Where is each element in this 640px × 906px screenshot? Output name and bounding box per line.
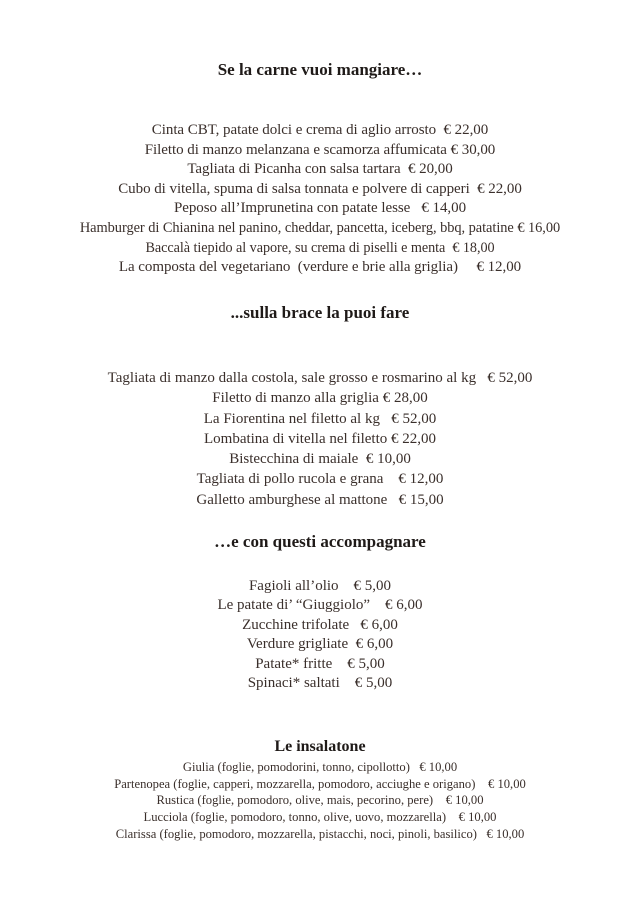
menu-item: Verdure grigliate € 6,00 [246,636,394,653]
menu-item: Filetto di manzo alla griglia € 28,00 [212,390,428,407]
section-title-insalatone: Le insalatone [274,738,366,755]
price: € 6,00 [360,616,398,633]
price: € 14,00 [421,200,467,217]
price: € 5,00 [354,675,393,692]
menu-item: Lombatina di vitella nel filetto € 22,00 [203,430,437,447]
menu-item: Zucchine trifolate € 6,00 [242,616,398,633]
menu-item: Filetto di manzo melanzana e scamorza affumicata € 30,00 [144,141,496,158]
price: € 52,00 [487,370,533,386]
price: € 30,00 [450,141,496,158]
price: € 5,00 [347,655,385,672]
section-title-carne: Se la carne vuoi mangiare… [217,60,423,79]
menu-item: Hamburger di Chianina nel panino, cheddar, pancetta, iceberg, bbq, patatine € 16,00 [79,219,561,236]
price: € 22,00 [443,122,489,138]
section-title-brace: ...sulla brace la puoi fare [230,303,410,322]
price: € 28,00 [382,390,428,407]
menu-item: Patate* fritte € 5,00 [255,655,385,672]
menu-item: Tagliata di Picanha con salsa tartara € 20,00 [187,161,453,178]
menu-item: Tagliata di pollo rucola e grana € 12,00 [196,471,444,488]
brace-list [0,368,640,510]
menu-item: Fagioli all’olio € 5,00 [248,578,392,594]
menu-item: Galletto amburghese al mattone € 15,00 [196,491,444,508]
price: € 5,00 [353,578,392,594]
price: € 15,00 [398,491,444,508]
price: € 52,00 [391,410,437,427]
menu-item: Cubo di vitella, spuma di salsa tonnata e polvere di capperi € 22,00 [118,180,522,197]
menu-item: La Fiorentina nel filetto al kg € 52,00 [203,410,437,427]
menu-item: Rustica (foglie, pomodoro, olive, mais, pecorino, pere) € 10,00 [156,793,484,808]
price: € 12,00 [398,471,444,488]
menu-item: Peposo all’Imprunetina con patate lesse € 14,00 [173,200,467,217]
menu-item: Lucciola (foglie, pomodoro, tonno, olive, uovo, mozzarella) € 10,00 [143,810,497,825]
menu-item: Spinaci* saltati € 5,00 [247,675,393,692]
price: € 6,00 [355,636,394,653]
price: € 18,00 [452,239,495,256]
section-title-contorni: …e con questi accompagnare [214,532,426,551]
price: € 10,00 [458,810,497,825]
price: € 12,00 [476,259,522,276]
insalatone-list [0,759,640,843]
price: € 10,00 [365,451,411,468]
price: € 22,00 [477,180,522,197]
menu-item: Giulia (foglie, pomodorini, tonno, cipollotto) € 10,00 [182,760,458,774]
menu-item: Clarissa (foglie, pomodoro, mozzarella, pistacchi, noci, pinoli, basilico) € 10,00 [115,826,525,841]
carne-list [0,121,640,278]
price: € 16,00 [517,219,561,236]
menu-item: La composta del vegetariano (verdure e brie alla griglia) € 12,00 [118,259,522,276]
price: € 6,00 [385,597,423,614]
price: € 22,00 [391,430,437,447]
price: € 10,00 [488,776,526,791]
menu-item: Le patate di’ “Giuggiolo” € 6,00 [217,597,423,614]
menu-item: Partenopea (foglie, capperi, mozzarella, pomodoro, acciughe e origano) € 10,00 [114,776,526,791]
menu-item: Tagliata di manzo dalla costola, sale grosso e rosmarino al kg € 52,00 [107,370,533,386]
price: € 10,00 [445,793,484,808]
menu-item: Cinta CBT, patate dolci e crema di aglio arrosto € 22,00 [151,122,489,138]
price: € 10,00 [419,760,458,774]
price: € 20,00 [408,161,453,178]
menu-item: Baccalà tiepido al vapore, su crema di piselli e menta € 18,00 [145,239,495,256]
contorni-list [0,577,640,693]
price: € 10,00 [486,826,525,841]
menu-item: Bistecchina di maiale € 10,00 [229,451,411,468]
